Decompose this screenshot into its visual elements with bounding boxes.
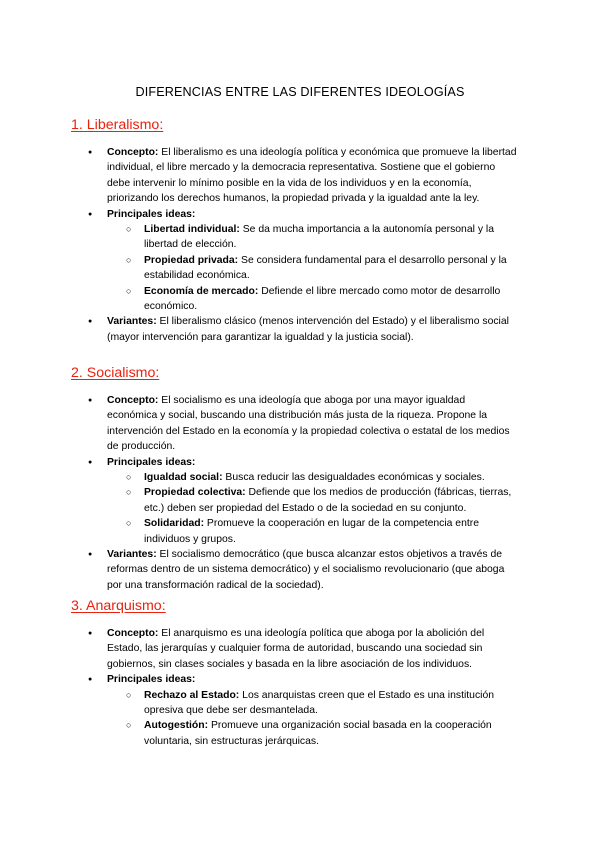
label-variantes: Variantes: (107, 316, 157, 328)
list-item-concepto (107, 145, 517, 207)
sub-item (144, 718, 527, 749)
label-principales-ideas: Principales ideas: (107, 674, 196, 686)
list-item-variantes (107, 547, 517, 593)
label-principales-ideas: Principales ideas: (107, 456, 196, 468)
label-concepto: Concepto: (107, 147, 159, 158)
sub-list (107, 470, 517, 547)
sub-item-text: Defiende el libre mercado como motor de desarrollo económico. (144, 285, 501, 313)
text-variantes: El liberalismo clásico (menos intervención del Estado) y el liberalismo social (mayor intervención para garantizar la igualdad y la justicia social). (107, 316, 509, 343)
list-item-concepto (107, 626, 517, 672)
sub-list (107, 688, 517, 750)
list-item-principales-ideas (107, 455, 517, 547)
section-heading-anarquismo: 3. Anarquismo: (71, 598, 166, 614)
bullet-list (0, 626, 600, 749)
sub-item-label: Rechazo al Estado: (144, 689, 240, 701)
sub-item-label: Libertad individual: (144, 224, 240, 236)
section-liberalismo (0, 145, 600, 345)
sub-item-text: Se considera fundamental para el desarrollo personal y la estabilidad económica. (144, 254, 507, 282)
sub-item-label: Propiedad colectiva: (144, 487, 246, 499)
sub-item-text: Defiende que los medios de producción (fábricas, tierras, etc.) deben ser propiedad del Estado o de la sociedad en su conjunto. (144, 487, 512, 514)
sub-item-label: Economía de mercado: (144, 285, 259, 297)
sub-item-label: Igualdad social: (144, 472, 223, 484)
list-item-principales-ideas (107, 672, 517, 749)
sub-item (144, 485, 527, 516)
section-anarquismo (0, 626, 600, 749)
sub-item-label: Solidaridad: (144, 518, 205, 530)
sub-list (107, 222, 517, 314)
text-concepto: El socialismo es una ideología que aboga por una mayor igualdad económica y social, buscando una distribución más justa de la riqueza. Propone la intervención del Estado en la economía y la propiedad colectiva o estatal de los medios de producción. (107, 395, 510, 453)
sub-item-text: Se da mucha importancia a la autonomía personal y la libertad de elección. (144, 224, 494, 251)
sub-item-text: Busca reducir las desigualdades económicas y sociales. (222, 472, 485, 484)
text-variantes: El socialismo democrático (que busca alcanzar estos objetivos a través de reformas dentro de un sistema democrático) y el socialismo revolucionario (que aboga por una transformación radical de la sociedad). (107, 549, 505, 591)
sub-item-text: Promueve la cooperación en lugar de la competencia entre individuos y grupos. (144, 518, 479, 545)
sub-item-label: Autogestión: (144, 720, 209, 732)
sub-item-text: Promueve una organización social basada en la cooperación voluntaria, sin estructuras jerárquicas. (144, 720, 492, 747)
bullet-list (0, 145, 600, 345)
sub-item (144, 470, 527, 485)
sub-item-text: Los anarquistas creen que el Estado es una institución opresiva que debe ser desmantelada. (144, 689, 495, 717)
sub-item (144, 284, 527, 315)
text-concepto: El liberalismo es una ideología política y económica que promueve la libertad individual, el libre mercado y la democracia representativa. Sostiene que el gobierno debe intervenir lo mínimo posible en la vida de los individuos y en la economía, priorizando los derechos humanos, la propiedad privada y la igualdad ante la ley. (107, 147, 517, 205)
section-socialismo (0, 393, 600, 593)
label-variantes: Variantes: (107, 549, 157, 561)
list-item-concepto (107, 393, 517, 455)
label-concepto: Concepto: (107, 395, 159, 406)
label-principales-ideas: Principales ideas: (107, 208, 196, 220)
document-title: DIFERENCIAS ENTRE LAS DIFERENTES IDEOLOGÍAS (135, 85, 465, 99)
list-item-variantes (107, 314, 517, 345)
sub-item (144, 253, 527, 284)
section-heading-socialismo: 2. Socialismo: (71, 365, 160, 381)
sub-item (144, 688, 527, 719)
list-item-principales-ideas (107, 207, 517, 315)
sub-item (144, 222, 527, 253)
sub-item-label: Propiedad privada: (144, 254, 239, 266)
bullet-list (0, 393, 600, 593)
section-heading-liberalismo: 1. Liberalismo: (71, 117, 164, 133)
sub-item (144, 516, 527, 547)
label-concepto: Concepto: (107, 628, 159, 639)
text-concepto: El anarquismo es una ideología política que aboga por la abolición del Estado, las jerarquías y cualquier forma de autoridad, buscando una sociedad sin gobiernos, sin clases sociales y basada en la libre asociación de los individuos. (107, 628, 485, 670)
